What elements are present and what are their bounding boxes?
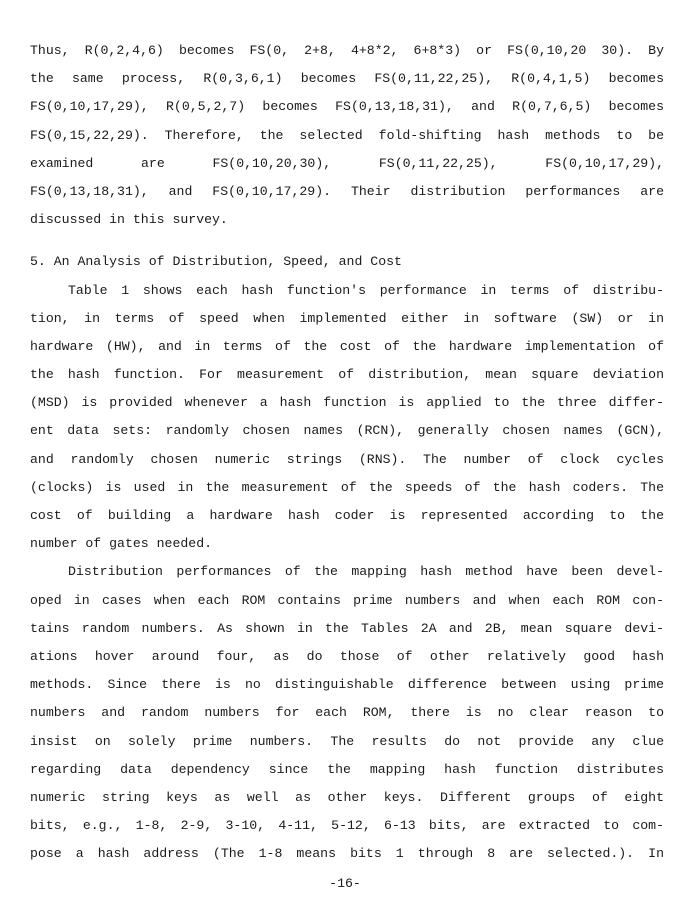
- text-line: numeric string keys as well as other keys. Different groups of eight: [30, 789, 664, 805]
- text-line: insist on solely prime numbers. The results do not provide any clue: [30, 733, 664, 749]
- text-line: FS(0,10,17,29), R(0,5,2,7) becomes FS(0,13,18,31), and R(0,7,6,5) becomes: [30, 99, 664, 115]
- text-line: the same process, R(0,3,6,1) becomes FS(0,11,22,25), R(0,4,1,5) becomes: [30, 71, 664, 87]
- text-line: (MSD) is provided whenever a hash function is applied to the three differ-: [30, 395, 664, 411]
- text-line: ations hover around four, as do those of other relatively good hash: [30, 648, 664, 664]
- page-body: [30, 37, 664, 868]
- text-line: Distribution performances of the mapping hash method have been devel-: [68, 564, 664, 580]
- text-line: and randomly chosen numeric strings (RNS). The number of clock cycles: [30, 451, 664, 467]
- text-line: FS(0,15,22,29). Therefore, the selected fold-shifting hash methods to be: [30, 127, 664, 143]
- text-line: tion, in terms of speed when implemented either in software (SW) or in: [30, 310, 664, 326]
- paragraph-gap: [30, 234, 664, 248]
- text-line: methods. Since there is no distinguishable difference between using prime: [30, 677, 664, 693]
- text-line: regarding data dependency since the mapping hash function distributes: [30, 761, 664, 777]
- text-line: examined are FS(0,10,20,30), FS(0,11,22,25), FS(0,10,17,29),: [30, 155, 664, 171]
- text-line: (clocks) is used in the measurement of the speeds of the hash coders. The: [30, 479, 664, 495]
- text-line: pose a hash address (The 1-8 means bits 1 through 8 are selected.). In: [30, 846, 664, 862]
- page-number: -16-: [329, 876, 361, 891]
- text-line: bits, e.g., 1-8, 2-9, 3-10, 4-11, 5-12, 6-13 bits, are extracted to com-: [30, 818, 664, 834]
- text-line: oped in cases when each ROM contains prime numbers and when each ROM con-: [30, 592, 664, 608]
- text-line: cost of building a hardware hash coder is represented according to the: [30, 508, 664, 523]
- text-line: number of gates needed.: [30, 536, 213, 552]
- text-line: tains random numbers. As shown in the Tables 2A and 2B, mean square devi-: [30, 620, 664, 636]
- text-line: numbers and random numbers for each ROM, there is no clear reason to: [30, 705, 664, 721]
- text-line: the hash function. For measurement of distribution, mean square deviation: [30, 367, 664, 383]
- text-line: Table 1 shows each hash function's performance in terms of distribu-: [68, 282, 664, 298]
- text-line: ent data sets: randomly chosen names (RCN), generally chosen names (GCN),: [30, 423, 664, 439]
- text-line: Thus, R(0,2,4,6) becomes FS(0, 2+8, 4+8*2, 6+8*3) or FS(0,10,20 30). By: [30, 43, 664, 58]
- text-line: hardware (HW), and in terms of the cost of the hardware implementation of: [30, 338, 664, 354]
- text-line: discussed in this survey.: [30, 212, 228, 228]
- text-line: FS(0,13,18,31), and FS(0,10,17,29). Their distribution performances are: [30, 183, 664, 199]
- section-heading: 5. An Analysis of Distribution, Speed, and Cost: [30, 254, 402, 270]
